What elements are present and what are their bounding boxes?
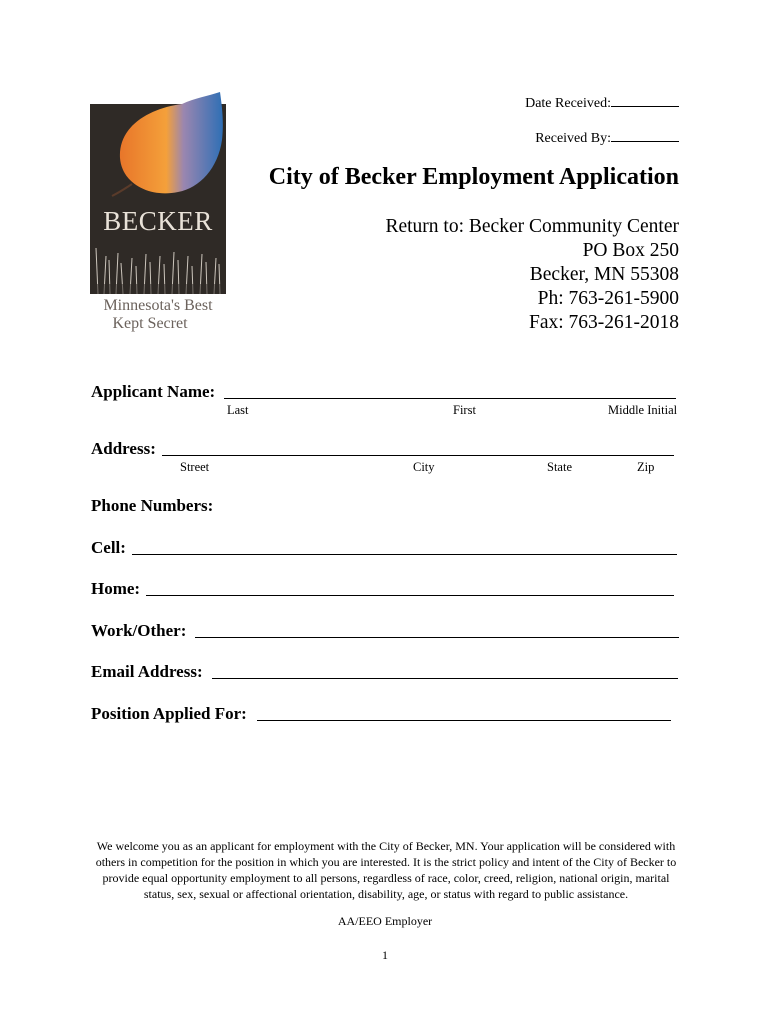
applicant-name-sub-first: First: [453, 403, 476, 417]
eeo-statement: AA/EEO Employer: [337, 914, 433, 928]
page-title: City of Becker Employment Application: [268, 164, 679, 190]
phone-numbers-heading: Phone Numbers:: [91, 496, 214, 515]
address-label: Address:: [91, 439, 156, 458]
applicant-name-field[interactable]: [224, 398, 676, 399]
applicant-name-label: Applicant Name:: [91, 382, 216, 401]
work-other-label: Work/Other:: [91, 621, 187, 640]
address-sub-city: City: [413, 460, 435, 474]
address-sub-state: State: [547, 460, 572, 474]
date-received-field[interactable]: [611, 94, 679, 107]
address-sub-street: Street: [180, 460, 210, 474]
logo-tagline-line1: Minnesota's Best: [103, 297, 213, 314]
received-by-field[interactable]: [611, 129, 679, 142]
welcome-paragraph: We welcome you as an applicant for employment with the City of Becker, MN. Your application will be considered with others in competition for the position in which you are interested. It is the strict policy and intent of the City of Becker to provide equal opportunity employment to all persons, regardless of race, color, creed, religion, national origin, marital status, sex, sexual or affectional orientation, disability, age, or status with regard to public assistance.: [95, 839, 677, 901]
received-by-label: Received By:: [535, 131, 611, 146]
page-number: 1: [382, 948, 388, 962]
address-field[interactable]: [162, 455, 674, 456]
date-received-label: Date Received:: [525, 96, 611, 111]
return-to-line3: Becker, MN 55308: [529, 264, 679, 285]
date-received-row: [525, 94, 679, 112]
email-field[interactable]: [212, 678, 678, 679]
received-by-row: [535, 129, 679, 147]
becker-logo: [90, 88, 228, 334]
home-field[interactable]: [146, 595, 674, 596]
email-label: Email Address:: [91, 662, 203, 681]
home-label: Home:: [91, 579, 141, 598]
applicant-name-sub-last: Last: [227, 403, 249, 417]
return-to-line2: PO Box 250: [582, 240, 679, 261]
position-field[interactable]: [257, 720, 671, 721]
return-to-line4: Ph: 763-261-5900: [537, 288, 679, 309]
logo-tagline-line2: Kept Secret: [112, 315, 188, 332]
work-other-field[interactable]: [195, 637, 679, 638]
return-to-line1: Return to: Becker Community Center: [385, 216, 679, 237]
applicant-name-sub-middle: Middle Initial: [608, 403, 678, 417]
return-to-line5: Fax: 763-261-2018: [528, 312, 679, 333]
address-sub-zip: Zip: [637, 460, 655, 474]
cell-label: Cell:: [91, 538, 126, 557]
position-label: Position Applied For:: [91, 704, 247, 723]
logo-name: BECKER: [103, 206, 213, 236]
cell-field[interactable]: [132, 554, 677, 555]
